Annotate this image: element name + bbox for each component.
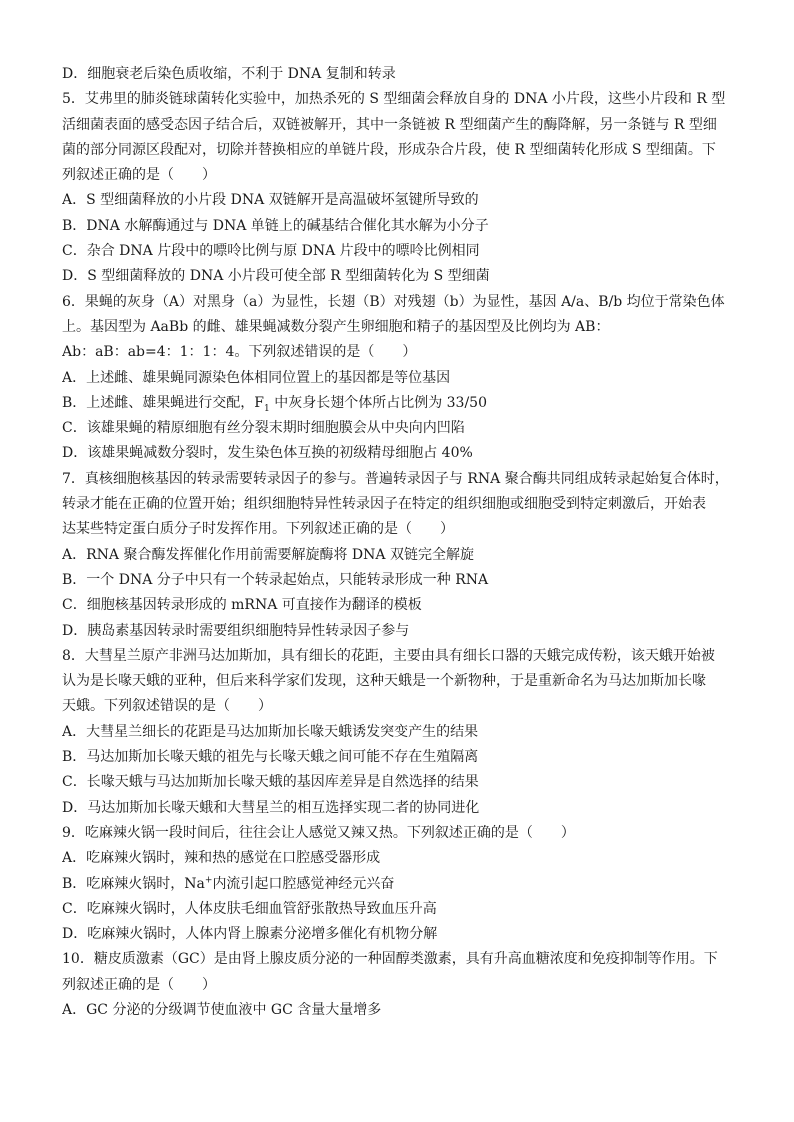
exam-page [62,62,732,1023]
q5-option-b: B．DNA 水解酶通过与 DNA 单链上的碱基结合催化其水解为小分子 [62,217,489,234]
q7-stem-line-3: 达某些特定蛋白质分子时发挥作用。下列叙述正确的是（ ） [62,521,454,538]
q9-option-a: A．吃麻辣火锅时，辣和热的感觉在口腔感受器形成 [62,850,381,867]
q9-option-d: D．吃麻辣火锅时，人体内肾上腺素分泌增多催化有机物分解 [62,926,438,943]
q9-option-b-text-rest: 内流引起口腔感觉神经元兴奋 [212,875,395,892]
q5-option-c: C．杂合 DNA 片段中的嘌呤比例与原 DNA 片段中的嘌呤比例相同 [62,243,480,260]
q6-stem-line-2: 上。基因型为 AaBb 的雌、雄果蝇减数分裂产生卵细胞和精子的基因型及比例均为 AB： [62,318,610,335]
q10-option-a: A．GC 分泌的分级调节使血液中 GC 含量大量增多 [62,1001,382,1018]
q8-option-d: D．马达加斯加长喙天蛾和大彗星兰的相互选择实现二者的协同进化 [62,799,480,816]
q6-option-a: A．上述雌、雄果蝇同源染色体相同位置上的基因都是等位基因 [62,369,451,386]
q8-option-b: B．马达加斯加长喙天蛾的祖先与长喙天蛾之间可能不存在生殖隔离 [62,749,479,766]
q6-stem-line-3: Ab：aB：ab=4：1：1：4。下列叙述错误的是（ ） [62,344,417,361]
q5-stem-line-4: 列叙述正确的是（ ） [62,167,216,184]
q10-stem-line-1: 10．糖皮质激素（GC）是由肾上腺皮质分泌的一种固醇类激素，具有升高血糖浓度和免疫抑制等作用。下 [62,951,718,968]
q6-option-b-text-rest: 中灰身长翅个体所占比例为 33/50 [269,394,487,411]
q6-option-d: D．该雄果蝇减数分裂时，发生染色体互换的初级精母细胞占 40% [62,445,473,462]
q9-option-b-superscript: + [204,874,213,885]
q8-stem-line-3: 天蛾。下列叙述错误的是（ ） [62,698,272,715]
q5-stem-line-3: 菌的部分同源区段配对，切除并替换相应的单链片段，形成杂合片段，使 R 型细菌转化形成 S 型细菌。下 [62,141,716,158]
q8-option-a: A．大彗星兰细长的花距是马达加斯加长喙天蛾诱发突变产生的结果 [62,723,479,740]
q7-stem-line-2: 转录才能在正确的位置开始；组织细胞特异性转录因子在特定的组织细胞或细胞受到特定刺激后，开始表 [62,496,706,513]
q10-stem-line-2: 列叙述正确的是（ ） [62,976,216,993]
q9-option-b [62,872,732,897]
q6-stem-line-1: 6．果蝇的灰身（A）对黑身（a）为显性，长翅（B）对残翅（b）为显性，基因 A/a、B/b 均位于常染色体 [62,293,725,310]
q9-option-c: C．吃麻辣火锅时，人体皮肤毛细血管舒张散热导致血压升高 [62,900,437,917]
q7-option-a: A．RNA 聚合酶发挥催化作用前需要解旋酶将 DNA 双链完全解旋 [62,546,474,563]
q7-option-d: D．胰岛素基因转录时需要组织细胞特异性转录因子参与 [62,622,410,639]
q5-stem-line-1: 5．艾弗里的肺炎链球菌转化实验中，加热杀死的 S 型细菌会释放自身的 DNA 小片段，这些小片段和 R 型 [62,91,726,108]
q8-option-c: C．长喙天蛾与马达加斯加长喙天蛾的基因库差异是自然选择的结果 [62,774,479,791]
q7-stem-line-1: 7．真核细胞核基因的转录需要转录因子的参与。普遍转录因子与 RNA 聚合酶共同组成转录起始复合体时， [62,470,729,487]
q9-stem-line-1: 9．吃麻辣火锅一段时间后，往往会让人感觉又辣又热。下列叙述正确的是（ ） [62,824,575,841]
q5-option-d: D．S 型细菌释放的 DNA 小片段可使全部 R 型细菌转化为 S 型细菌 [62,268,490,285]
q5-stem-line-2: 活细菌表面的感受态因子结合后，双链被解开，其中一条链被 R 型细菌产生的酶降解，另一条链与 R 型细 [62,116,717,133]
q8-stem-line-2: 认为是长喙天蛾的亚种，但后来科学家们发现，这种天蛾是一个新物种，于是重新命名为马达加斯加长喙 [62,673,706,690]
q5-option-a: A．S 型细菌释放的小片段 DNA 双链解开是高温破坏氢键所导致的 [62,192,479,209]
q4-option-d: D．细胞衰老后染色质收缩，不利于 DNA 复制和转录 [62,66,396,82]
q8-stem-line-1: 8．大彗星兰原产非洲马达加斯加，具有细长的花距，主要由具有细长口器的天蛾完成传粉，该天蛾开始被 [62,647,715,664]
q7-option-b: B．一个 DNA 分子中只有一个转录起始点，只能转录形成一种 RNA [62,571,489,588]
q6-option-b-text: B．上述雌、雄果蝇进行交配，F [62,394,265,411]
q6-option-c: C．该雄果蝇的精原细胞有丝分裂末期时细胞膜会从中央向内凹陷 [62,420,465,437]
q7-option-c: C．细胞核基因转录形成的 mRNA 可直接作为翻译的模板 [62,597,422,614]
q9-option-b-text: B．吃麻辣火锅时，Na [62,875,205,892]
q6-option-b [62,391,732,416]
q6-option-b-subscript: 1 [264,403,270,414]
